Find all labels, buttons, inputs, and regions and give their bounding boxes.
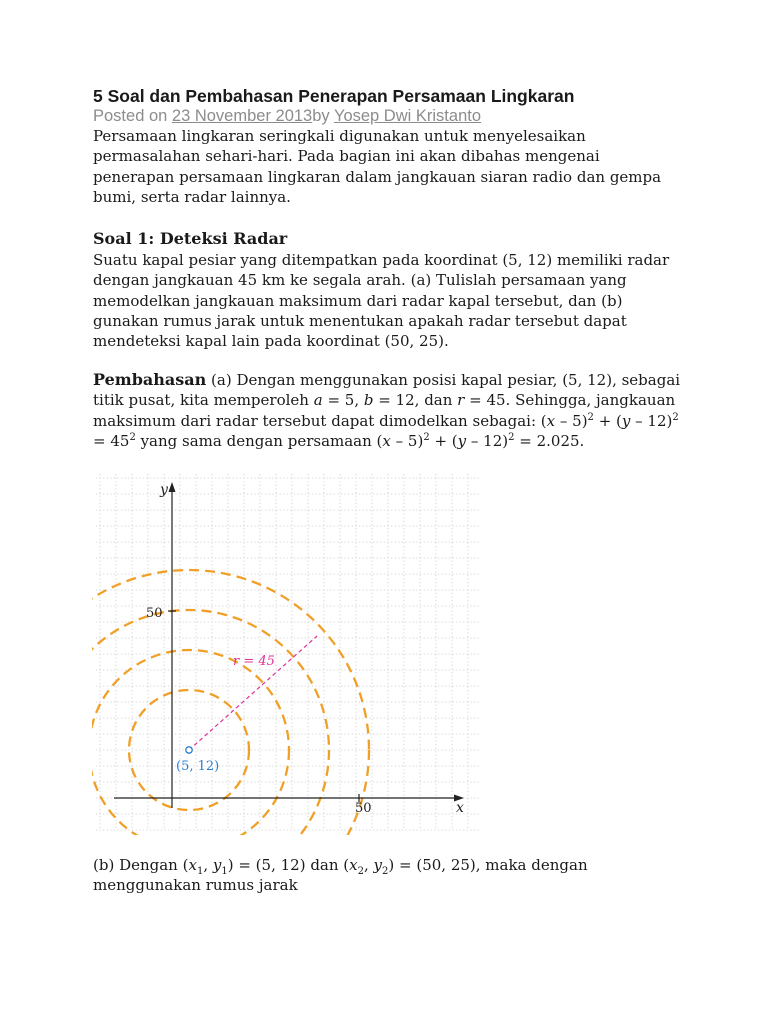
- radar-circle-r25: [92, 650, 289, 835]
- text-run: yang sama dengan persamaan (: [135, 431, 383, 450]
- subscript: 1: [196, 866, 204, 877]
- text-run: ,: [203, 856, 213, 874]
- text-run: – 5): [390, 431, 424, 450]
- text-run: – 5): [555, 411, 588, 430]
- part-b-paragraph: [93, 855, 683, 896]
- intro-paragraph: Persamaan lingkaran seringkali digunakan untuk menyelesaikan permasalahan sehari-hari. Pada bagian ini akan dibahas mengenai penerapan persamaan lingkaran dalam jangkauan siaran radio dan gempa bumi, serta radar lainnya.: [93, 127, 662, 206]
- var-x: x: [188, 856, 197, 874]
- text-run: + (: [593, 411, 622, 430]
- article-title: 5 Soal dan Pembahasan Penerapan Persamaan Lingkaran: [93, 86, 575, 106]
- by-label: by: [312, 107, 334, 125]
- pembahasan-label: Pembahasan: [93, 370, 207, 389]
- var-y: y: [621, 411, 631, 430]
- var-y: y: [373, 856, 383, 874]
- radar-circle-r35: [92, 610, 329, 835]
- exponent: 2: [423, 431, 430, 443]
- text-run: (b) Dengan (: [93, 856, 189, 874]
- text-run: + (: [429, 431, 458, 450]
- subscript: 1: [221, 866, 228, 877]
- radar-graph: [92, 470, 484, 835]
- text-run: = 5,: [322, 391, 364, 410]
- exponent: 2: [129, 431, 136, 443]
- var-x: x: [349, 856, 358, 874]
- text-run: = 12, dan: [373, 391, 458, 410]
- var-b: b: [363, 391, 374, 410]
- center-point: [186, 747, 192, 753]
- var-a: a: [313, 391, 323, 410]
- var-y: y: [212, 856, 222, 874]
- text-run: ) = (5, 12) dan (: [227, 856, 350, 874]
- author-link[interactable]: Yosep Dwi Kristanto: [333, 107, 482, 125]
- text-run: – 12): [630, 411, 673, 430]
- y-axis-label: y: [160, 482, 168, 498]
- pembahasan-paragraph: [93, 370, 683, 451]
- radius-label: r = 45: [233, 654, 275, 669]
- x-tick-label: 50: [355, 801, 372, 816]
- exponent: 2: [508, 431, 515, 443]
- exponent: 2: [587, 411, 594, 423]
- text-run: ,: [363, 856, 374, 874]
- var-r: r: [457, 391, 465, 410]
- subscript: 2: [357, 866, 364, 877]
- radar-circle-r45: [92, 570, 369, 835]
- center-label: (5, 12): [176, 759, 220, 774]
- var-x: x: [546, 411, 556, 430]
- soal-1-text: Suatu kapal pesiar yang ditempatkan pada koordinat (5, 12) memiliki radar dengan jangkauan 45 km ke segala arah. (a) Tulislah persamaan yang memodelkan jangkauan maksimum dari radar kapal tersebut, dan (b) gunakan rumus jarak untuk menentukan apakah radar tersebut dapat mendeteksi kapal lain pada koordinat (50, 25).: [93, 251, 670, 351]
- text-run: = 45. Sehingga, jangkauan maksimum dari radar tersebut dapat dimodelkan sebagai: (: [93, 391, 676, 430]
- y-tick-label: 50: [146, 606, 163, 621]
- text-run: = 2.025.: [514, 431, 585, 450]
- subscript: 2: [382, 866, 389, 877]
- post-date-link[interactable]: 23 November 2013: [171, 107, 313, 125]
- post-meta: [93, 107, 481, 126]
- text-run: – 12): [466, 431, 509, 450]
- var-y: y: [457, 431, 467, 450]
- var-x: x: [382, 431, 391, 450]
- text-run: ) = (50, 25), maka dengan menggunakan rumus jarak: [93, 856, 588, 895]
- text-run: (a) Dengan menggunakan posisi kapal pesiar, (5, 12), sebagai titik pusat, kita memperoleh: [93, 371, 681, 410]
- posted-prefix: Posted on: [93, 107, 172, 125]
- x-axis-label: x: [456, 800, 464, 816]
- text-run: = 45: [93, 431, 130, 450]
- soal-1-heading: Soal 1: Deteksi Radar: [93, 229, 288, 248]
- y-axis-arrow-icon: [169, 482, 176, 492]
- exponent: 2: [672, 411, 679, 423]
